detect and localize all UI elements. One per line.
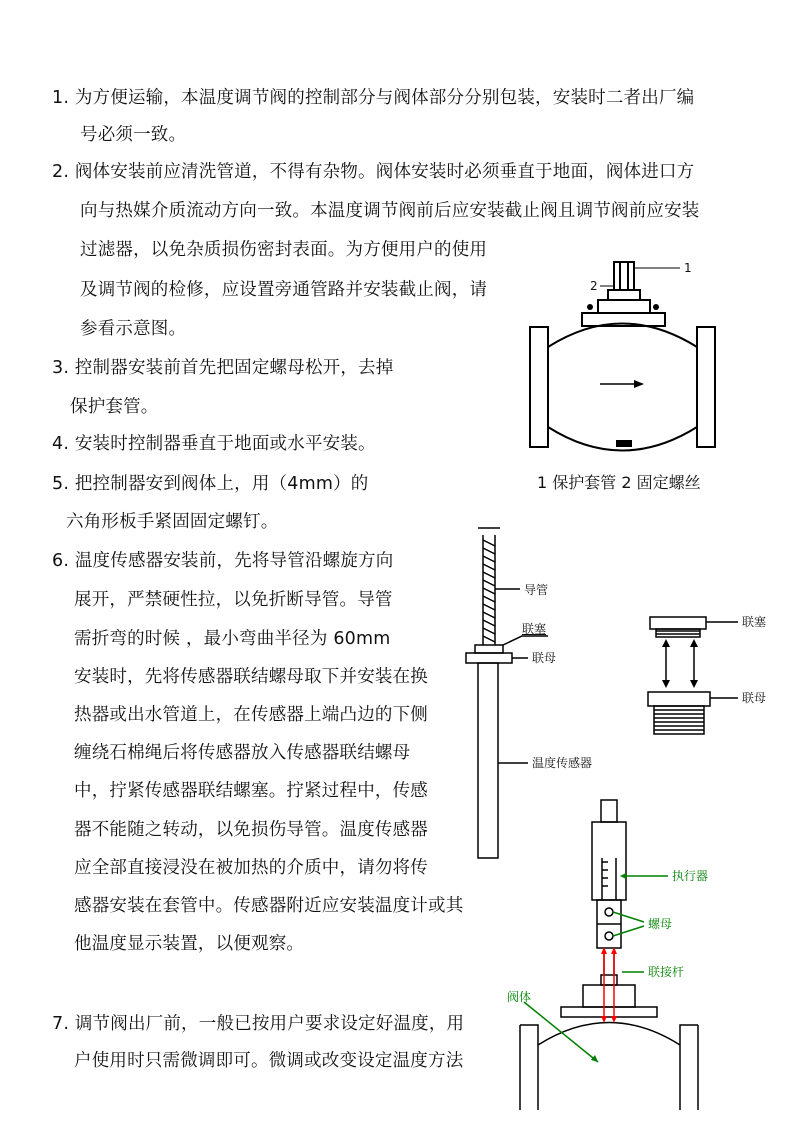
item-5-line-2: 六角形板手紧固固定螺钉。 (66, 512, 279, 532)
item-6-line-3: 需折弯的时候 ，最小弯曲半径为 60mm (74, 629, 391, 649)
item-1-line-1: 1. 为方便运输，本温度调节阀的控制部分与阀体部分分别包装，安装时二者出厂编 (52, 88, 695, 108)
label-connecting-rod: 联接杆 (648, 965, 685, 979)
item-6-line-9: 应全部直接浸没在被加热的介质中，请勿将传 (74, 858, 428, 878)
item-6-line-6: 缠绕石棉绳后将传感器放入传感器联结螺母 (74, 743, 411, 763)
label-actuator: 执行器 (672, 869, 709, 883)
item-6-line-11: 他温度显示装置，以便观察。 (74, 934, 305, 954)
item-7-line-2: 户使用时只需微调即可。微调或改变设定温度方法 (74, 1051, 464, 1071)
label-plug: 联塞 (522, 622, 547, 636)
label-nut: 联母 (532, 651, 557, 665)
label-nut-assembly: 螺母 (648, 917, 673, 931)
item-3-line-1: 3. 控制器安装前首先把固定螺母松开，去掉 (52, 358, 394, 378)
item-2-line-3: 过滤器，以免杂质损伤密封表面。为方便用户的使用 (80, 240, 488, 260)
label-nut-detail: 联母 (742, 691, 767, 705)
item-6-line-4: 安装时，先将传感器联结螺母取下并安装在换 (74, 667, 428, 687)
item-7-line-1: 7. 调节阀出厂前，一般已按用户要求设定好温度，用 (52, 1014, 465, 1034)
item-6-line-2: 展开，严禁硬性拉，以免折断导管。导管 (74, 590, 393, 610)
item-6-line-1: 6. 温度传感器安装前，先将导管沿螺旋方向 (52, 551, 394, 571)
item-3-line-2: 保护套管。 (70, 397, 159, 417)
item-5-line-1: 5. 把控制器安到阀体上，用（4mm）的 (52, 474, 369, 494)
item-4-line-1: 4. 安装时控制器垂直于地面或水平安装。 (52, 434, 376, 454)
label-plug-detail: 联塞 (742, 615, 767, 629)
label-valve-body: 阀体 (507, 990, 532, 1004)
item-2-line-4: 及调节阀的检修，应设置旁通管路并安装截止阀，请 (80, 280, 488, 300)
item-6-line-8: 器不能随之转动，以免损伤导管。温度传感器 (74, 820, 428, 840)
item-6-line-5: 热器或出水管道上，在传感器上端凸边的下侧 (74, 705, 428, 725)
item-2-line-5: 参看示意图。 (80, 319, 187, 339)
item-1-line-2: 号必须一致。 (80, 125, 187, 145)
label-sensor: 温度传感器 (532, 756, 593, 770)
item-6-line-7: 中，拧紧传感器联结螺塞。拧紧过程中，传感 (74, 781, 428, 801)
item-2-line-2: 向与热媒介质流动方向一致。本温度调节阀前后应安装截止阀且调节阀前应安装 (80, 201, 700, 221)
label-conduit: 导管 (524, 583, 549, 597)
callout-2: 2 (590, 279, 598, 293)
item-6-line-10: 感器安装在套管中。传感器附近应安装温度计或其 (74, 896, 464, 916)
figure-1-caption: 1 保护套管 2 固定螺丝 (537, 473, 701, 492)
callout-1: 1 (684, 261, 692, 275)
item-2-line-1: 2. 阀体安装前应清洗管道，不得有杂物。阀体安装时必须垂直于地面，阀体进口方 (52, 162, 695, 182)
